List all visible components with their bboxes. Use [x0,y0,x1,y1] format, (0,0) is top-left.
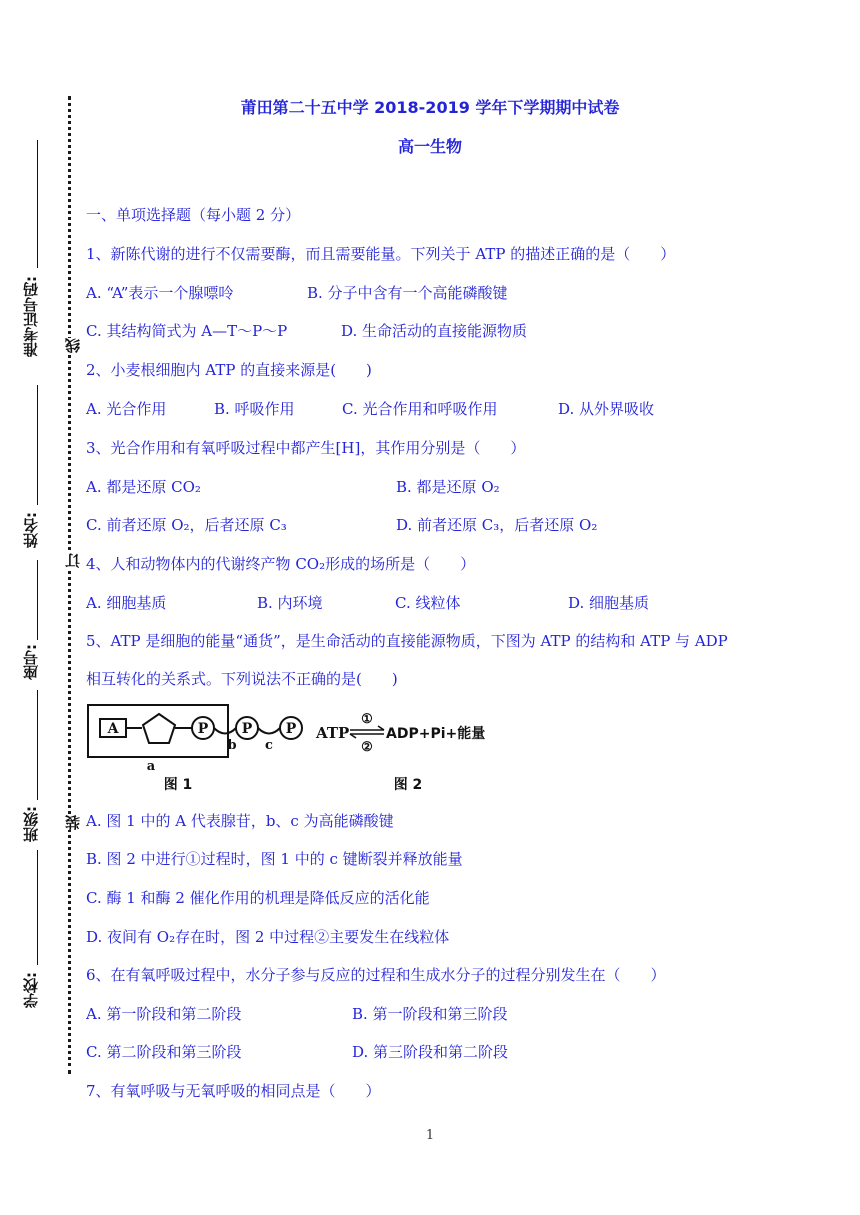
question-5-stem-line-2: 相互转化的关系式。下列说法不正确的是( ) [86,670,398,688]
field-underline [37,850,38,965]
q2-option-d: D. 从外界吸收 [558,400,655,418]
section-heading: 一、单项选择题（每小题 2 分） [86,206,301,224]
question-1-stem: 1、新陈代谢的进行不仅需要酶，而且需要能量。下列关于 ATP 的描述正确的是（ ） [86,245,676,263]
q5-option-a: A. 图 1 中的 A 代表腺苷，b、c 为高能磷酸键 [86,812,394,830]
question-5-stem-line-1: 5、ATP 是细胞的能量“通货”，是生命活动的直接能源物质，下图为 ATP 的结构和 ATP 与 ADP [86,632,728,650]
question-7-stem: 7、有氧呼吸与无氧呼吸的相同点是（ ） [86,1082,381,1100]
page-number: 1 [425,1128,435,1143]
q3-option-d: D. 前者还原 C₃，后者还原 O₂ [396,516,598,534]
question-4-stem: 4、人和动物体内的代谢终产物 CO₂形成的场所是（ ） [86,555,476,573]
question-6-stem: 6、在有氧呼吸过程中，水分子参与反应的过程和生成水分子的过程分别发生在（ ） [86,966,666,984]
q6-option-a: A. 第一阶段和第二阶段 [86,1005,242,1023]
field-underline [37,560,38,640]
phosphate-label-2: P [241,721,253,737]
arrow-bottom-label: ② [361,740,373,755]
q1-option-b: B. 分子中含有一个高能磷酸键 [307,284,508,302]
q6-option-c: C. 第二阶段和第三阶段 [86,1043,242,1061]
q6-option-b: B. 第一阶段和第三阶段 [352,1005,508,1023]
atp-figure [86,703,506,795]
binding-char-install: 装 [64,815,82,830]
atp-figure-svg [86,703,506,795]
question-2-stem: 2、小麦根细胞内 ATP 的直接来源是( ) [86,361,372,379]
bond-c-label: c [265,738,273,753]
bracket-a-label: a [146,759,156,774]
q4-option-b: B. 内环境 [257,594,323,612]
q1-option-a: A. “A”表示一个腺嘌呤 [86,284,234,302]
high-energy-bond-c [258,728,280,734]
seat-label: 座号: [22,644,40,680]
q5-option-d: D. 夜间有 O₂存在时，图 2 中过程②主要发生在线粒体 [86,928,450,946]
binding-char-line: 线 [64,338,82,353]
equation-products: ADP+Pi+能量 [386,726,486,742]
figure-2-caption: 图 2 [393,777,423,793]
q4-option-d: D. 细胞基质 [568,594,650,612]
figure-1-caption: 图 1 [163,777,193,793]
high-energy-bond-b [214,728,236,734]
phosphate-label-3: P [285,721,297,737]
arrow-top-label: ① [361,712,373,727]
page-title: 莆田第二十五中学 2018-2019 学年下学期期中试卷 [240,98,620,117]
q3-option-b: B. 都是还原 O₂ [396,478,500,496]
q6-option-d: D. 第三阶段和第二阶段 [352,1043,509,1061]
field-underline [37,140,38,268]
bond-b-label: b [227,738,237,753]
page-subtitle: 高一生物 [397,137,462,156]
school-label: 学校: [22,972,40,1008]
name-label: 姓名: [22,512,40,548]
phosphate-label-1: P [197,721,209,737]
q1-option-d: D. 生命活动的直接能源物质 [341,322,528,340]
q1-option-c: C. 其结构简式为 A—T～P～P [86,322,288,340]
ribose-pentagon [143,714,175,743]
q4-option-a: A. 细胞基质 [86,594,167,612]
q3-option-c: C. 前者还原 O₂，后者还原 C₃ [86,516,287,534]
adenine-label: A [107,721,119,737]
question-3-stem: 3、光合作用和有氧呼吸过程中都产生[H]，其作用分别是（ ） [86,439,526,457]
q3-option-a: A. 都是还原 CO₂ [86,478,201,496]
class-label: 班级: [22,806,40,842]
q5-option-b: B. 图 2 中进行①过程时，图 1 中的 c 键断裂并释放能量 [86,850,463,868]
field-underline [37,385,38,505]
q5-option-c: C. 酶 1 和酶 2 催化作用的机理是降低反应的活化能 [86,889,430,907]
equation-atp: ATP [316,724,350,742]
q2-option-c: C. 光合作用和呼吸作用 [342,400,498,418]
q2-option-a: A. 光合作用 [86,400,167,418]
q4-option-c: C. 线粒体 [395,594,461,612]
exam-number-label: 准考证号码: [22,276,40,357]
binding-char-order: 订 [64,553,82,568]
q2-option-b: B. 呼吸作用 [214,400,295,418]
binding-dotted-line [68,96,71,1074]
field-underline [37,690,38,800]
